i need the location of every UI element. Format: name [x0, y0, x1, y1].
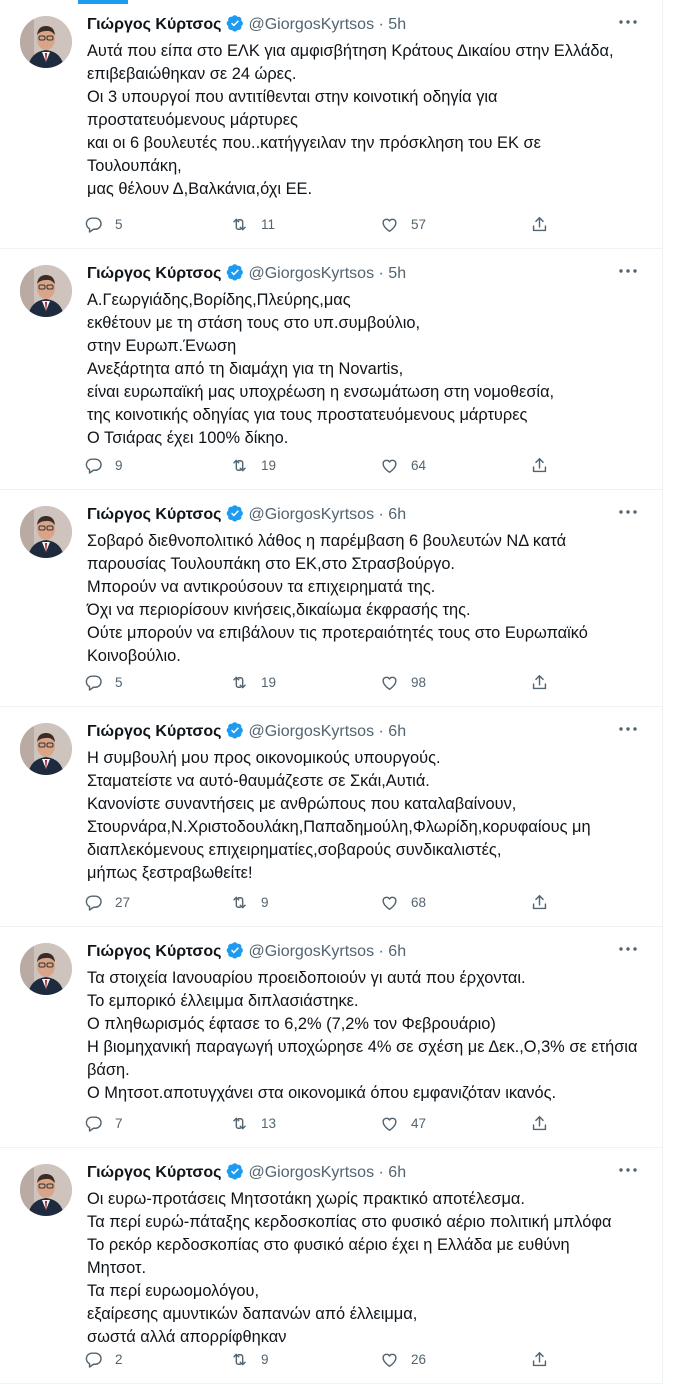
more-options-icon[interactable]: [616, 12, 640, 32]
heart-icon: [380, 456, 399, 475]
heart-icon: [380, 1350, 399, 1369]
tweet[interactable]: [0, 249, 662, 490]
author-name[interactable]: Γιώργος Κύρτσος: [87, 1164, 222, 1181]
author-name[interactable]: Γιώργος Κύρτσος: [87, 943, 222, 960]
tweet-text: Αυτά που είπα στο ΕΛΚ για αμφισβήτηση Κράτους Δικαίου στην Ελλάδα, επιβεβαιώθηκαν σε 24 ώρες. Οι 3 υπουργοί που αντιτίθενται στην κοινοτική οδηγία για προστατευόμενους μάρτυρες και οι 6 βουλευτές που..κατήγγειλαν την πρόσκληση του ΕΚ σε Τουλουπάκη, μας θέλουν Δ,Βαλκάνια,όχι ΕΕ.: [87, 42, 614, 198]
retweet-count: 9: [261, 1351, 269, 1367]
retweet-icon: [230, 215, 249, 234]
reply-icon: [84, 456, 103, 475]
tweet-header: [87, 721, 406, 743]
retweet-count: 19: [261, 457, 277, 473]
more-options-icon[interactable]: [616, 502, 640, 522]
retweet-icon: [230, 893, 249, 912]
retweet-button[interactable]: [230, 211, 275, 237]
retweet-count: 13: [261, 1115, 277, 1131]
tweet-timestamp[interactable]: 6h: [388, 943, 407, 960]
like-button[interactable]: [380, 669, 426, 695]
tweet-timestamp[interactable]: 5h: [388, 16, 407, 33]
retweet-count: 19: [261, 674, 277, 690]
separator-dot: ·: [378, 16, 384, 33]
reply-count: 27: [115, 894, 131, 910]
tweet-text: Οι ευρω-προτάσεις Μητσοτάκη χωρίς πρακτικό αποτέλεσμα. Τα περί ευρώ-πάταξης κερδοσκοπίας στο φυσικό αέριο πολιτική μπλόφα Το ρεκόρ κερδοσκοπίας στο φυσικό αέριο έχει η Ελλάδα με ευθύνη Μητσοτ. Τα περί ευρωομολόγου, εξαίρεσης αμυντικών δαπανών από έλλειμμα, σωστά αλλά απορρίφθηκαν: [87, 1190, 612, 1346]
tweet-text: Η συμβουλή μου προς οικονομικούς υπουργούς. Σταματείστε να αυτό-θαυμάζεστε σε Σκάι,Αυτιά. Κανονίστε συναντήσεις με ανθρώπους που καταλαβαίνουν, Στουρνάρα,Ν.Χριστοδουλάκη,Παπαδημούλη,Φλωρίδη,κορυφαίους μη διαπλεκόμενους επιχειρηματίες,σοβαρούς συνδικαλιστές, μήπως ξεστραβωθείτε!: [87, 749, 591, 882]
tweet[interactable]: [0, 490, 662, 707]
separator-dot: ·: [378, 723, 384, 740]
tweet-actions: [84, 669, 564, 695]
author-handle[interactable]: @GiorgosKyrtsos: [248, 723, 375, 740]
tweet-actions: [84, 452, 564, 478]
like-button[interactable]: [380, 211, 426, 237]
reply-button[interactable]: [84, 452, 123, 478]
heart-icon: [380, 215, 399, 234]
share-button[interactable]: [530, 452, 549, 478]
reply-button[interactable]: [84, 1110, 123, 1136]
like-count: 98: [411, 674, 427, 690]
reply-icon: [84, 1114, 103, 1133]
share-icon: [530, 215, 549, 234]
like-button[interactable]: [380, 1346, 426, 1372]
tweet[interactable]: [0, 707, 662, 927]
retweet-icon: [230, 456, 249, 475]
verified-badge-icon: [226, 721, 244, 739]
verified-badge-icon: [226, 14, 244, 32]
tweet-text: Σοβαρό διεθνοπολιτικό λάθος η παρέμβαση 6 βουλευτών ΝΔ κατά παρουσίας Τουλουπάκη στο ΕΚ,στο Στρασβούργο. Μπορούν να αντικρούσουν τα επιχειρηματά της. Όχι να περιορίσουν κινήσεις,δικαίωμα έκφρασής της. Ούτε μπορούν να επιβάλουν τις προτεραιότητές τους στο Ευρωπαϊκό Κοινοβούλιο.: [87, 532, 588, 665]
share-icon: [530, 1114, 549, 1133]
avatar[interactable]: [20, 723, 72, 775]
reply-button[interactable]: [84, 669, 123, 695]
reply-count: 5: [115, 674, 123, 690]
reply-icon: [84, 215, 103, 234]
like-count: 68: [411, 894, 427, 910]
retweet-icon: [230, 1114, 249, 1133]
separator-dot: ·: [378, 265, 384, 282]
verified-badge-icon: [226, 263, 244, 281]
author-handle[interactable]: @GiorgosKyrtsos: [248, 1164, 375, 1181]
share-icon: [530, 456, 549, 475]
tweet-header: [87, 14, 406, 36]
reply-count: 5: [115, 216, 123, 232]
share-button[interactable]: [530, 1346, 549, 1372]
reply-icon: [84, 1350, 103, 1369]
retweet-icon: [230, 1350, 249, 1369]
author-handle[interactable]: @GiorgosKyrtsos: [248, 943, 375, 960]
heart-icon: [380, 893, 399, 912]
tweet-header: [87, 504, 406, 526]
reply-button[interactable]: [84, 889, 130, 915]
tweet-actions: [84, 1346, 564, 1372]
author-handle[interactable]: @GiorgosKyrtsos: [248, 265, 375, 282]
avatar[interactable]: [20, 265, 72, 317]
retweet-count: 11: [261, 216, 276, 232]
more-options-icon[interactable]: [616, 1160, 640, 1180]
avatar[interactable]: [20, 943, 72, 995]
reply-icon: [84, 893, 103, 912]
tweet-actions: [84, 889, 564, 915]
author-handle[interactable]: @GiorgosKyrtsos: [248, 506, 375, 523]
avatar[interactable]: [20, 16, 72, 68]
avatar[interactable]: [20, 506, 72, 558]
avatar[interactable]: [20, 1164, 72, 1216]
verified-badge-icon: [226, 1162, 244, 1180]
share-button[interactable]: [530, 889, 549, 915]
retweet-count: 9: [261, 894, 269, 910]
tweet-text: Α.Γεωργιάδης,Βορίδης,Πλεύρης,μας εκθέτουν με τη στάση τους στο υπ.συμβούλιο, στην Ευρωπ.Ένωση Ανεξάρτητα από τη διαμάχη για τη Novartis, είναι ευρωπαϊκή μας υποχρέωση η ενσωμάτωση στη νομοθεσία, της κοινοτικής οδηγίας για τους προστατευόμενους μάρτυρες Ο Τσιάρας έχει 100% δίκηο.: [87, 291, 555, 447]
like-count: 57: [411, 216, 427, 232]
more-options-icon[interactable]: [616, 719, 640, 739]
retweet-button[interactable]: [230, 889, 269, 915]
tweet-timestamp[interactable]: 6h: [388, 1164, 407, 1181]
retweet-button[interactable]: [230, 669, 276, 695]
tweet[interactable]: [0, 1148, 662, 1384]
more-options-icon[interactable]: [616, 939, 640, 959]
retweet-button[interactable]: [230, 1110, 276, 1136]
tweet-text: Τα στοιχεία Ιανουαρίου προειδοποιούν γι αυτά που έρχονται. Το εμπορικό έλλειμμα διπλασιάστηκε. Ο πληθωρισμός έφτασε το 6,2% (7,2% τον Φεβρουάριο) Η βιομηχανική παραγωγή υποχώρησε 4% σε σχέση με Δεκ.,Ο,3% σε ετήσια βάση. Ο Μητσοτ.αποτυγχάνει στα οικονομικά όπου εμφανιζόταν ικανός.: [87, 969, 638, 1102]
tweet[interactable]: [0, 927, 662, 1148]
author-handle[interactable]: @GiorgosKyrtsos: [248, 16, 375, 33]
retweet-icon: [230, 673, 249, 692]
tweet-actions: [84, 211, 564, 237]
like-count: 26: [411, 1351, 427, 1367]
separator-dot: ·: [378, 1164, 384, 1181]
like-button[interactable]: [380, 452, 426, 478]
reply-count: 7: [115, 1115, 123, 1131]
retweet-button[interactable]: [230, 1346, 269, 1372]
retweet-button[interactable]: [230, 452, 276, 478]
author-name[interactable]: Γιώργος Κύρτσος: [87, 265, 222, 282]
share-icon: [530, 893, 549, 912]
verified-badge-icon: [226, 941, 244, 959]
tweet-timestamp[interactable]: 6h: [388, 723, 407, 740]
share-icon: [530, 673, 549, 692]
share-button[interactable]: [530, 1110, 549, 1136]
reply-count: 9: [115, 457, 123, 473]
reply-button[interactable]: [84, 211, 123, 237]
share-button[interactable]: [530, 211, 549, 237]
like-count: 47: [411, 1115, 427, 1131]
reply-icon: [84, 673, 103, 692]
tweet[interactable]: [0, 0, 662, 249]
like-button[interactable]: [380, 889, 426, 915]
author-name[interactable]: Γιώργος Κύρτσος: [87, 506, 222, 523]
author-name[interactable]: Γιώργος Κύρτσος: [87, 16, 222, 33]
reply-count: 2: [115, 1351, 123, 1367]
heart-icon: [380, 673, 399, 692]
tweet-actions: [84, 1110, 564, 1136]
separator-dot: ·: [378, 943, 384, 960]
like-button[interactable]: [380, 1110, 426, 1136]
like-count: 64: [411, 457, 427, 473]
separator-dot: ·: [378, 506, 384, 523]
tweet-header: [87, 941, 406, 963]
tweet-header: [87, 1162, 406, 1184]
author-name[interactable]: Γιώργος Κύρτσος: [87, 723, 222, 740]
share-icon: [530, 1350, 549, 1369]
tweet-timestamp[interactable]: 6h: [388, 506, 407, 523]
heart-icon: [380, 1114, 399, 1133]
verified-badge-icon: [226, 504, 244, 522]
tweet-timestamp[interactable]: 5h: [388, 265, 407, 282]
more-options-icon[interactable]: [616, 261, 640, 281]
reply-button[interactable]: [84, 1346, 123, 1372]
tweet-header: [87, 263, 406, 285]
share-button[interactable]: [530, 669, 549, 695]
